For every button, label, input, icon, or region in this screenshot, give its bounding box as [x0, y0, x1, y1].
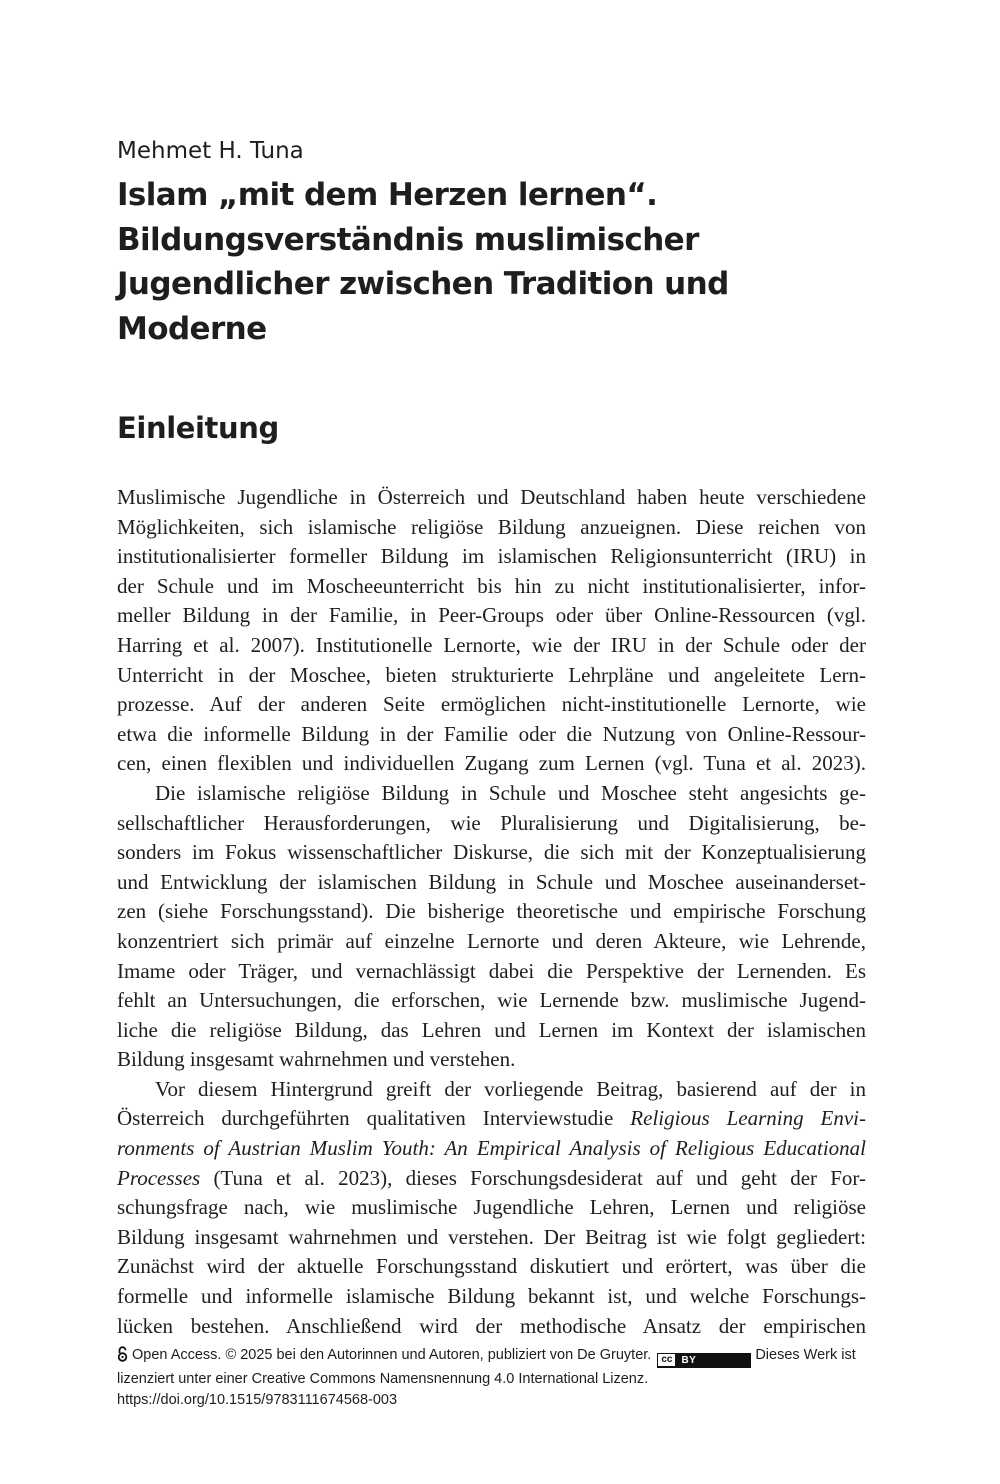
paragraph-3 [117, 1075, 866, 1341]
text-line: fehlt an Untersuchungen, die erforschen, wie Lernende bzw. muslimische Jugend- [117, 988, 866, 1013]
body-text [117, 483, 866, 1341]
footer-line: lizenziert unter einer Creative Commons Namensnennung 4.0 International Lizenz. [117, 1371, 649, 1387]
section-heading: Einleitung [117, 411, 279, 445]
text-run: Österreich durchgeführten qualitativen Interviewstudie [117, 1106, 631, 1131]
title-line: Bildungsverständnis muslimischer [117, 221, 699, 258]
text-line [117, 1104, 866, 1134]
cc-icon: cc [658, 1354, 676, 1366]
title-line: Islam „mit dem Herzen lernen“. [117, 177, 658, 213]
license-text: Dieses Werk ist [755, 1347, 856, 1363]
open-access-text: Open Access. © 2025 bei den Autorinnen und Autoren, publiziert von De Gruyter. [132, 1347, 652, 1363]
text-line: etwa die informelle Bildung in der Familie oder die Nutzung von Online-Ressour- [117, 721, 866, 746]
text-run: (Tuna et al. 2023), dieses Forschungsdesiderat auf und geht der For- [200, 1165, 866, 1190]
text-line: zen (siehe Forschungsstand). Die bisherige theoretische und empirische Forschung [117, 899, 866, 924]
paragraph-1 [117, 483, 866, 779]
page-content [117, 134, 866, 1341]
text-line: und Entwicklung der islamischen Bildung in Schule und Moschee auseinanderset- [117, 869, 866, 894]
chapter-title [117, 173, 866, 351]
text-line: prozesse. Auf der anderen Seite ermöglichen nicht-institutionelle Lernorte, wie [117, 692, 866, 717]
text-line: lücken bestehen. Anschließend wird der methodische Ansatz der empirischen [117, 1313, 866, 1338]
title-line: Moderne [117, 310, 267, 347]
text-line: Imame oder Träger, und vernachlässigt dabei die Perspektive der Lernenden. Es [117, 958, 866, 983]
open-access-lock-icon [117, 1346, 128, 1369]
text-line: schungsfrage nach, wie muslimische Jugendliche Lehren, Lernen und religiöse [117, 1195, 866, 1220]
text-line: Möglichkeiten, sich islamische religiöse Bildung anzueignen. Diese reichen von [117, 514, 866, 539]
text-line: meller Bildung in der Familie, in Peer-Groups oder über Online-Ressourcen (vgl. [117, 603, 866, 628]
author-name: Mehmet H. Tuna [117, 138, 304, 164]
text-line: formelle und informelle islamische Bildung bekannt ist, und welche Forschungs- [117, 1284, 866, 1309]
text-line [117, 1164, 866, 1194]
text-line: Harring et al. 2007). Institutionelle Lernorte, wie der IRU in der Schule oder der [117, 632, 866, 657]
text-line: Bildung insgesamt wahrnehmen und verstehen. [117, 1047, 516, 1072]
text-line: cen, einen flexiblen und individuellen Zugang zum Lernen (vgl. Tuna et al. 2023). [117, 751, 866, 776]
text-line: Bildung insgesamt wahrnehmen und verstehen. Der Beitrag ist wie folgt gegliedert: [117, 1224, 866, 1249]
cc-by-license-badge[interactable] [657, 1353, 751, 1368]
text-line: sellschaftlicher Herausforderungen, wie Pluralisierung und Digitalisierung, be- [117, 810, 866, 835]
paragraph-2 [117, 779, 866, 1075]
text-line: Vor diesem Hintergrund greift der vorliegende Beitrag, basierend auf der in [155, 1076, 866, 1101]
title-line: Jugendlicher zwischen Tradition und [117, 266, 729, 302]
text-line: Unterricht in der Moschee, bieten strukturierte Lehrpläne und angeleitete Lern- [117, 662, 866, 687]
text-line: Die islamische religiöse Bildung in Schule und Moschee steht angesichts ge- [155, 780, 866, 805]
text-line: Zunächst wird der aktuelle Forschungsstand diskutiert und erörtert, was über die [117, 1254, 866, 1279]
text-line: liche die religiöse Bildung, das Lehren und Lernen im Kontext der islamischen [117, 1017, 866, 1042]
license-footer [117, 1345, 866, 1411]
by-label: BY [681, 1354, 697, 1366]
study-title-text: Religious Learning Envi- [630, 1106, 866, 1131]
text-line: konzentriert sich primär auf einzelne Lernorte und deren Akteure, wie Lehrende, [117, 928, 866, 953]
text-line: Muslimische Jugendliche in Österreich und Deutschland haben heute verschiedene [117, 485, 866, 509]
text-line: institutionalisierter formeller Bildung im islamischen Religionsunterricht (IRU) in [117, 544, 866, 569]
study-title-text: ronments of Austrian Muslim Youth: An Empirical Analysis of Religious Educational [117, 1136, 866, 1161]
footer-line [117, 1345, 866, 1369]
doi-link[interactable]: https://doi.org/10.1515/9783111674568-003 [117, 1392, 398, 1408]
text-line: der Schule und im Moscheeunterricht bis hin zu nicht institutionalisierter, infor- [117, 573, 866, 598]
text-line: sonders im Fokus wissenschaftlicher Diskurse, die sich mit der Konzeptualisierung [117, 840, 866, 865]
study-title-text: Processes [117, 1165, 201, 1190]
